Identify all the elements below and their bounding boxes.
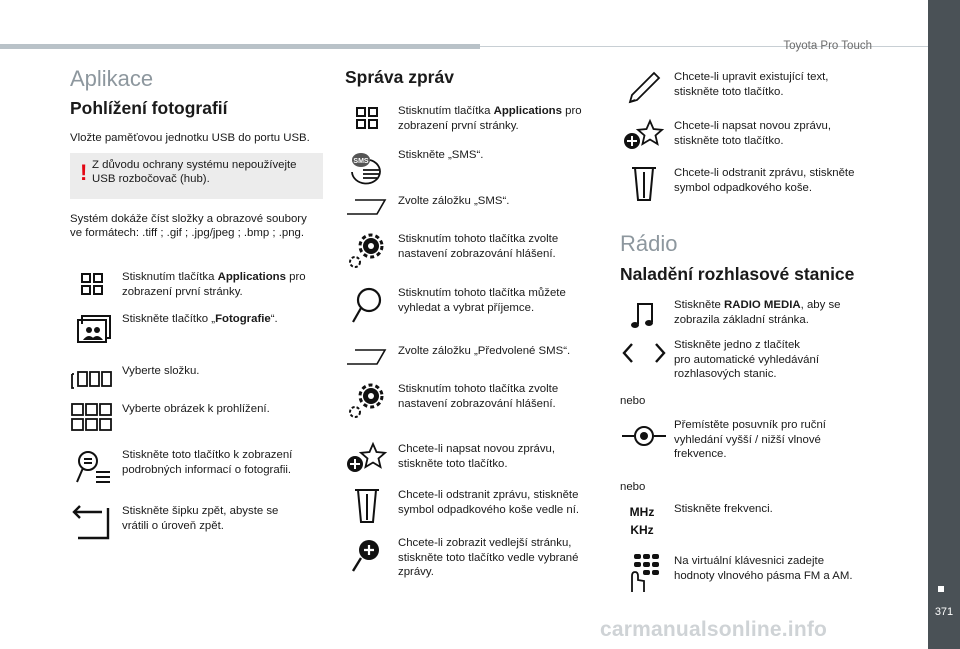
- step-delete-2: [622, 164, 882, 204]
- step-line-1: Stisknutím tohoto tlačítka zvolte: [398, 233, 559, 245]
- step-line-1: Chcete-li napsat novou zprávu,: [398, 443, 556, 455]
- search-icon: [345, 284, 389, 324]
- step-line-2: vrátili o úroveň zpět.: [122, 519, 224, 532]
- step-settings-2: [345, 380, 605, 420]
- step-line-2: stiskněte toto tlačítko vedle vybrané: [398, 551, 579, 564]
- step-photos: [70, 310, 330, 350]
- trash-icon: [622, 164, 666, 204]
- heading-photos: Pohlížení fotografií: [70, 98, 228, 118]
- trash-icon: [345, 486, 389, 526]
- photos-icon: [70, 310, 114, 350]
- tab-icon: [345, 192, 389, 232]
- formats-line-1: Systém dokáže číst složky a obrazové soubory: [70, 213, 307, 225]
- step-settings: [345, 230, 605, 270]
- step-line-3: rozhlasových stanic.: [674, 368, 777, 380]
- step-sms: [345, 146, 605, 186]
- step-line-1: Stiskněte jedno z tlačítek: [674, 339, 800, 351]
- zoom-icon: [345, 534, 389, 574]
- step-line-1: Stisknutím tlačítka Applications pro: [122, 271, 306, 283]
- end-marker: [938, 586, 944, 592]
- step-line-2: stiskněte toto tlačítko.: [674, 85, 784, 98]
- heading-tuning: Naladění rozhlasové stanice: [620, 264, 855, 284]
- step-line-1: Stisknutím tohoto tlačítka zvolte: [398, 383, 559, 395]
- back-arrow-icon: [70, 502, 114, 542]
- applications-grid-icon: [70, 268, 114, 308]
- step-line-1: Chcete-li odstranit zprávu, stiskněte: [398, 489, 579, 501]
- info-detail-icon: [70, 446, 114, 486]
- watermark: carmanualsonline.info: [600, 618, 828, 641]
- settings-gears-icon: [345, 380, 389, 420]
- page-edge-strip: [928, 0, 960, 649]
- step-image-select: [70, 398, 330, 438]
- svg-text:KHz: KHz: [630, 523, 654, 537]
- header-label: Toyota Pro Touch: [783, 40, 872, 52]
- keypad-icon: [622, 552, 666, 592]
- heading-messages: Správa zpráv: [345, 67, 454, 87]
- step-line-1: Stisknutím tlačítka Applications pro: [398, 105, 582, 117]
- step-line-1: Chcete-li napsat novou zprávu,: [674, 120, 832, 132]
- step-line-1: Stiskněte tlačítko „Fotografie“.: [122, 313, 278, 325]
- warning-line-1: Z důvodu ochrany systému nepoužívejte: [92, 159, 297, 171]
- step-line-2: podrobných informací o fotografii.: [122, 463, 292, 476]
- step-line-2: symbol odpadkového koše vedle ní.: [398, 503, 580, 516]
- step-line-1: Chcete-li zobrazit vedlejší stránku,: [398, 537, 572, 549]
- step-line-2: zobrazení první stránky.: [398, 119, 519, 132]
- step-delete: [345, 486, 605, 526]
- step-line-3: frekvence.: [674, 448, 727, 460]
- step-line-1: Stiskněte „SMS“.: [398, 149, 484, 161]
- step-new-message: [345, 440, 605, 480]
- step-search: [345, 284, 605, 324]
- step-applications: [70, 268, 330, 308]
- page-number: 371: [934, 606, 954, 618]
- add-favorite-icon: [345, 440, 389, 480]
- step-tab-preset: [345, 342, 605, 382]
- step-line-1: Zvolte záložku „Předvolené SMS“.: [398, 345, 571, 357]
- chevrons-icon: [622, 336, 666, 376]
- step-line-1: Přemístěte posuvník pro ruční: [674, 419, 826, 431]
- step-line-2: nastavení zobrazování hlášení.: [398, 247, 556, 260]
- or-label-2: nebo: [620, 481, 646, 493]
- step-line-2: vyhledání vyšší / nižší vlnové: [674, 433, 821, 446]
- tab-icon: [345, 342, 389, 382]
- step-slider: [622, 416, 882, 462]
- section-title-applications: Aplikace: [70, 66, 154, 91]
- step-folder: [70, 360, 330, 400]
- step-new-message-2: [622, 117, 882, 157]
- step-line-1: Stiskněte RADIO MEDIA, aby se: [674, 299, 841, 311]
- step-line-1: Stiskněte šipku zpět, abyste se: [122, 505, 279, 517]
- step-line-2: stiskněte toto tlačítko.: [398, 457, 508, 470]
- slider-icon: [622, 416, 666, 456]
- step-radio-media: [622, 296, 882, 336]
- image-grid-icon: [70, 398, 114, 438]
- step-line-2: nastavení zobrazování hlášení.: [398, 397, 556, 410]
- step-tab-sms: [345, 192, 605, 232]
- step-line-3: zprávy.: [398, 566, 434, 578]
- step-info: [70, 446, 330, 486]
- step-line-2: symbol odpadkového koše.: [674, 181, 813, 194]
- step-frequency: [622, 500, 882, 540]
- step-line-1: Vyberte obrázek k prohlížení.: [122, 403, 270, 415]
- step-applications-2: [345, 102, 605, 142]
- pencil-icon: [622, 68, 666, 108]
- step-line-1: Chcete-li odstranit zprávu, stiskněte: [674, 167, 855, 179]
- step-zoom: [345, 534, 605, 582]
- step-back: [70, 502, 330, 542]
- step-line-1: Vyberte složku.: [122, 365, 200, 377]
- add-favorite-icon: [622, 117, 666, 157]
- frequency-units-icon: [622, 500, 666, 540]
- settings-gears-icon: [345, 230, 389, 270]
- warning-line-2: USB rozbočovač (hub).: [92, 173, 210, 185]
- step-line-2: hodnoty vlnového pásma FM a AM.: [674, 569, 853, 582]
- svg-text:MHz: MHz: [629, 505, 655, 519]
- svg-text:SMS: SMS: [353, 158, 369, 165]
- intro-text: Vložte paměťovou jednotku USB do portu USB.: [70, 132, 310, 144]
- warning-icon: !: [80, 160, 88, 185]
- step-line-2: pro automatické vyhledávání: [674, 353, 819, 366]
- step-line-1: Chcete-li upravit existující text,: [674, 71, 829, 83]
- step-line-1: Stiskněte frekvenci.: [674, 503, 773, 515]
- top-rule: [0, 44, 480, 49]
- section-title-radio: Rádio: [620, 231, 678, 256]
- step-line-2: zobrazila základní stránka.: [674, 313, 809, 326]
- step-line-2: vyhledat a vybrat příjemce.: [398, 301, 535, 314]
- step-keypad: [622, 552, 882, 598]
- step-edit: [622, 68, 882, 108]
- step-line-1: Zvolte záložku „SMS“.: [398, 195, 510, 207]
- step-auto-seek: [622, 336, 882, 382]
- sms-icon: [345, 146, 389, 186]
- applications-grid-icon: [345, 102, 389, 142]
- step-line-2: stiskněte toto tlačítko.: [674, 134, 784, 147]
- step-line-1: Na virtuální klávesnici zadejte: [674, 555, 825, 567]
- step-line-2: zobrazení první stránky.: [122, 285, 243, 298]
- step-line-1: Stiskněte toto tlačítko k zobrazení: [122, 449, 293, 461]
- formats-line-2: ve formátech: .tiff ; .gif ; .jpg/jpeg ; .bmp ; .png.: [70, 227, 305, 239]
- music-note-icon: [622, 296, 666, 336]
- or-label-1: nebo: [620, 395, 646, 407]
- folder-row-icon: [70, 360, 114, 400]
- step-line-1: Stisknutím tohoto tlačítka můžete: [398, 287, 566, 299]
